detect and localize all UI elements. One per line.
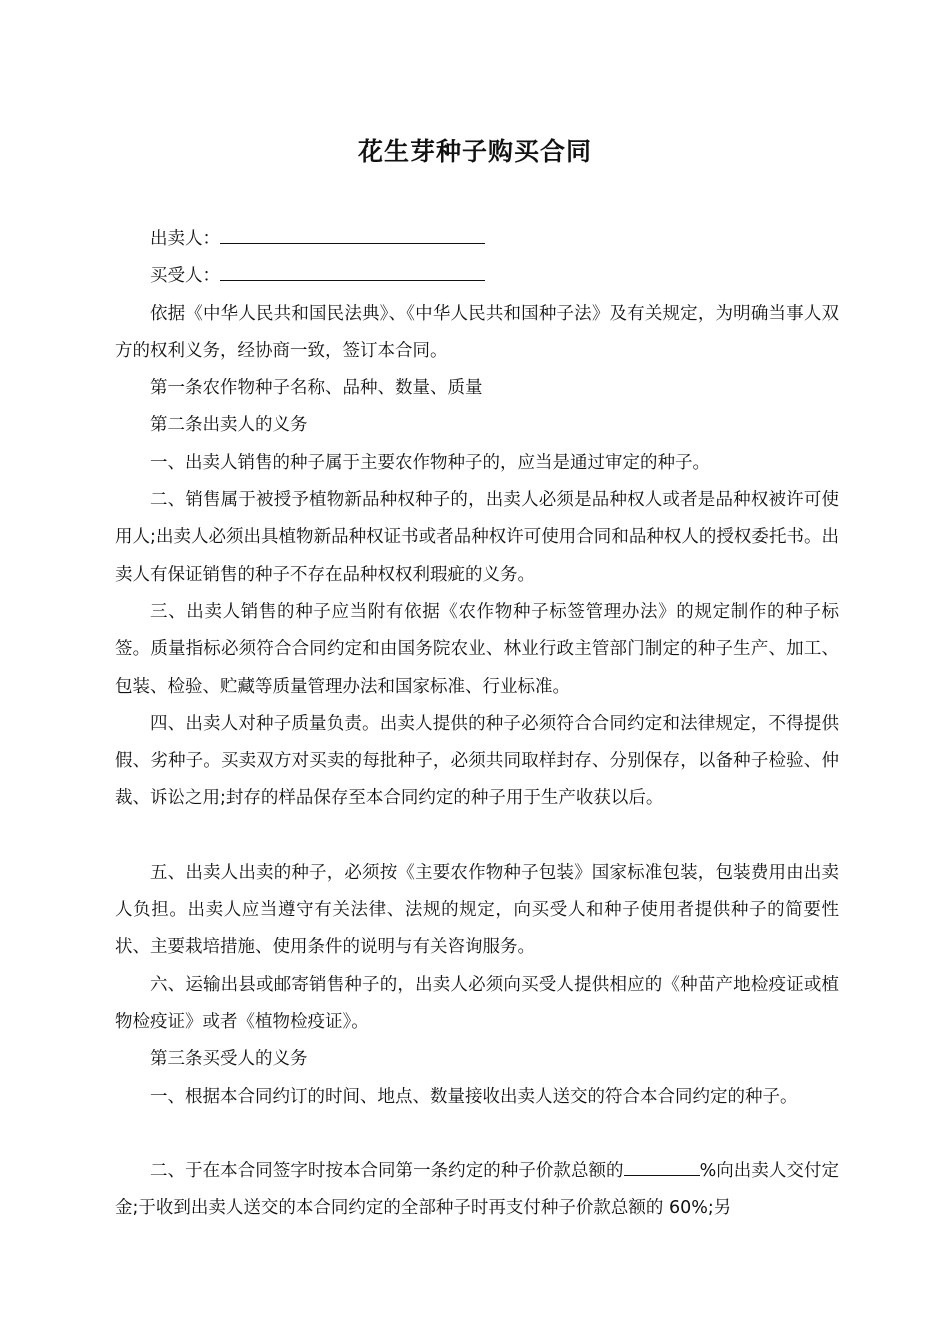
- document-body: [115, 221, 839, 1227]
- article-2-item-4: 四、出卖人对种子质量负责。出卖人提供的种子必须符合合同约定和法律规定，不得提供假、劣种子。买卖双方对买卖的每批种子，必须共同取样封存、分别保存，以备种子检验、仲裁、诉讼之用;封存的样品保存至本合同约定的种子用于生产收获以后。: [115, 713, 839, 809]
- deposit-percent-blank: [624, 1156, 700, 1175]
- article-1-heading: 第一条农作物种子名称、品种、数量、质量: [150, 378, 483, 399]
- article-2-item-2: 二、销售属于被授予植物新品种权种子的，出卖人必须是品种权人或者是品种权被许可使用人;出卖人必须出具植物新品种权证书或者品种权许可使用合同和品种权人的授权委托书。出卖人有保证销售的种子不存在品种权权利瑕疵的义务。: [115, 490, 839, 585]
- seller-line: [115, 221, 839, 258]
- article-2-item-1: 一、出卖人销售的种子属于主要农作物种子的，应当是通过审定的种子。: [150, 452, 710, 473]
- article-3-item-2-text-b: %向出卖人交付定金;于收到出卖人送交的本合同约定的全部种子时再支付种子价款总额的 60%;另: [115, 1160, 839, 1219]
- seller-label: 出卖人：: [150, 229, 220, 249]
- article-2-item-3: 三、出卖人销售的种子应当附有依据《农作物种子标签管理办法》的规定制作的种子标签。质量指标必须符合合同约定和由国务院农业、林业行政主管部门制定的种子生产、加工、包装、检验、贮藏等质量管理办法和国家标准、行业标准。: [115, 601, 839, 697]
- preamble-paragraph: 依据《中华人民共和国民法典》、《中华人民共和国种子法》及有关规定，为明确当事人双方的权利义务，经协商一致，签订本合同。: [115, 303, 839, 361]
- article-3-heading: 第三条买受人的义务: [150, 1049, 308, 1070]
- seller-blank: [220, 225, 485, 244]
- article-2-item-5: 五、出卖人出卖的种子，必须按《主要农作物种子包装》国家标准包装，包装费用由出卖人负担。出卖人应当遵守有关法律、法规的规定，向买受人和种子使用者提供种子的简要性状、主要栽培措施、使用条件的说明与有关咨询服务。: [115, 862, 839, 958]
- article-3-item-2-text-a: 二、于在本合同签字时按本合同第一条约定的种子价款总额的: [150, 1160, 624, 1181]
- article-3-item-1: 一、根据本合同约订的时间、地点、数量接收出卖人送交的符合本合同约定的种子。: [150, 1086, 798, 1107]
- article-3-item-2: [115, 1153, 839, 1228]
- buyer-line: [115, 258, 839, 295]
- buyer-blank: [220, 262, 485, 281]
- article-2-heading: 第二条出卖人的义务: [150, 415, 308, 436]
- document-title: 花生芽种子购买合同: [357, 137, 592, 166]
- buyer-label: 买受人：: [150, 266, 220, 287]
- article-2-item-6: 六、运输出县或邮寄销售种子的，出卖人必须向买受人提供相应的《种苗产地检疫证或植物检疫证》或者《植物检疫证》。: [115, 974, 839, 1032]
